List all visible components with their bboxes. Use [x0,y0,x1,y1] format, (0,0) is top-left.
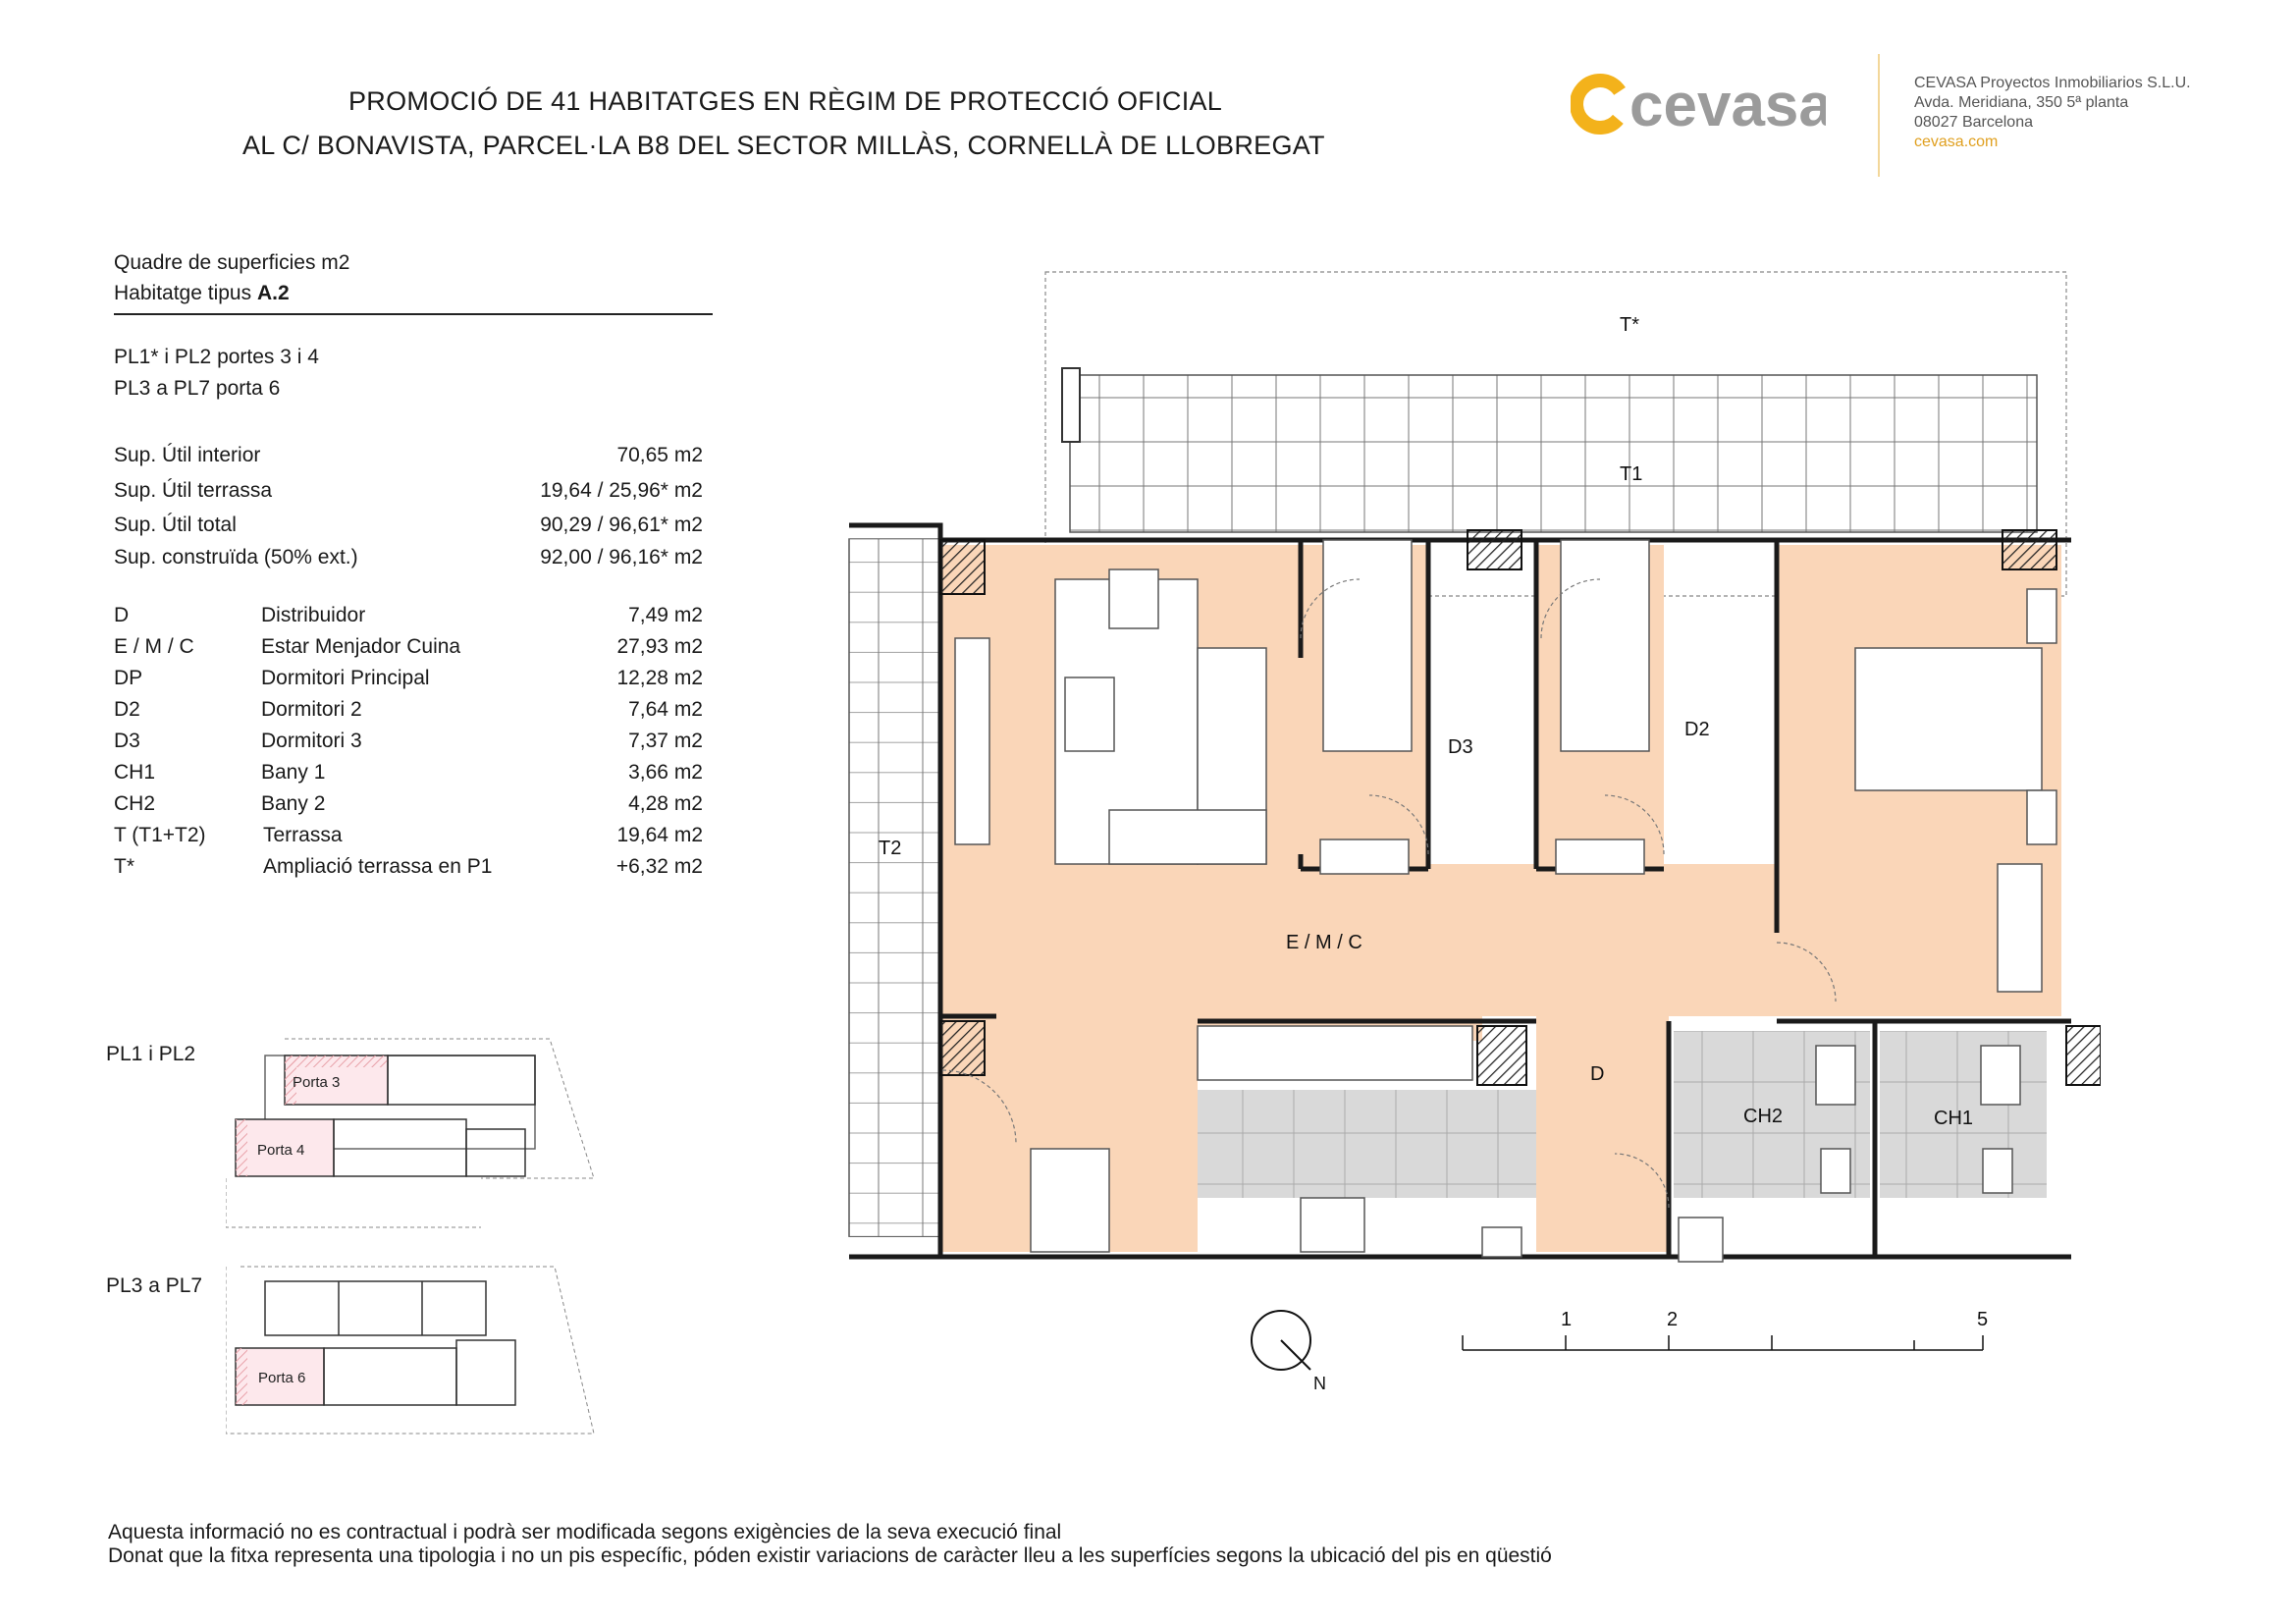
room-code: CH2 [114,792,156,815]
room-name: Dormitori 2 [261,698,362,721]
summary-type [114,282,290,305]
label-d: D [1590,1063,1605,1085]
area-label: Sup. Útil total [114,514,237,536]
key-plan-porta-6-label: Porta 6 [258,1370,306,1386]
room-row [114,667,703,696]
room-name: Terrassa [263,824,343,846]
scale-label-5: 5 [1977,1309,1989,1330]
key-plan-1-label: PL1 i PL2 [106,1043,196,1065]
room-row [114,792,703,822]
room-code: CH1 [114,761,156,784]
room-name: Ampliació terrassa en P1 [263,855,493,878]
room-value: 27,93 m2 [616,635,703,658]
room-name: Estar Menjador Cuina [261,635,461,658]
area-row [114,444,703,473]
room-value: 12,28 m2 [616,667,703,689]
key-plans-svg [226,1021,618,1453]
room-name: Dormitori Principal [261,667,430,689]
room-code: D3 [114,730,140,752]
terrace-t2 [849,539,942,1237]
room-row [114,761,703,790]
company-line-2: Avda. Meridiana, 350 5ª planta [1914,94,2129,111]
label-ch2: CH2 [1743,1106,1784,1127]
room-name: Distribuidor [261,604,366,626]
company-web[interactable]: cevasa.com [1914,134,1999,150]
area-label: Sup. Útil terrassa [114,479,273,502]
north-arrow [1252,1311,1326,1393]
summary-floors-2: PL3 a PL7 porta 6 [114,377,281,400]
room-name: Bany 2 [261,792,326,815]
area-row [114,546,703,575]
room-row [114,635,703,665]
label-emc: E / M / C [1286,932,1362,953]
room-code: DP [114,667,143,689]
summary-divider [114,313,713,315]
room-code: T* [114,855,134,878]
key-plan-2 [226,1267,594,1434]
room-value: 7,37 m2 [628,730,703,752]
logo-wordmark: cevasa [1629,72,1826,137]
summary-heading: Quadre de superficies m2 [114,251,350,274]
company-line-1: CEVASA Proyectos Inmobiliarios S.L.U. [1914,75,2191,91]
scale-bar [1463,1335,1983,1350]
footer-disclaimer-2: Donat que la fitxa representa una tipologia i no un pis específic, póden existir variacions de caràcter lleu a les superfícies segons la ubicació del pis en qüestió [108,1544,1552,1567]
area-value: 19,64 / 25,96* m2 [540,479,703,502]
room-value: +6,32 m2 [615,855,703,878]
area-row [114,514,703,543]
room-row [114,824,703,853]
summary-type-code: A.2 [256,282,290,304]
room-value: 7,49 m2 [628,604,703,626]
room-code: T (T1+T2) [114,824,206,846]
key-plan-2-label: PL3 a PL7 [106,1274,203,1297]
room-code: D [114,604,130,626]
header-divider [1878,54,1880,177]
room-code: E / M / C [114,635,194,658]
title-line-1: PROMOCIÓ DE 41 HABITATGES EN RÈGIM DE PROTECCIÓ OFICIAL [348,86,1223,116]
floor-plan [834,265,2101,1473]
room-code: D2 [114,698,140,721]
footer-disclaimer-1: Aquesta informació no es contractual i podrà ser modificada segons exigències de la seva execució final [108,1521,1062,1543]
room-name: Dormitori 3 [261,730,362,752]
summary-floors-1: PL1* i PL2 portes 3 i 4 [114,346,319,368]
label-d2: D2 [1684,719,1710,740]
room-row [114,855,703,885]
area-row [114,479,703,509]
room-value: 4,28 m2 [628,792,703,815]
north-label: N [1313,1374,1326,1393]
terrace-t1 [1070,375,2037,532]
company-line-3: 08027 Barcelona [1914,114,2033,131]
label-ch1: CH1 [1934,1108,1974,1129]
room-row [114,604,703,633]
area-value: 70,65 m2 [616,444,703,466]
key-plan-1 [226,1039,594,1227]
area-value: 90,29 / 96,61* m2 [540,514,703,536]
label-t2: T2 [879,838,902,859]
room-value: 19,64 m2 [616,824,703,846]
cevasa-logo [1571,69,1826,137]
scale-label-2: 2 [1667,1309,1679,1330]
room-name: Bany 1 [261,761,326,784]
distribuidor-fill [1536,1016,1669,1252]
area-label: Sup. construïda (50% ext.) [114,546,358,568]
kitchen-floor [1198,1090,1536,1198]
key-plan-porta-3-label: Porta 3 [293,1074,341,1091]
title-line-2: AL C/ BONAVISTA, PARCEL·LA B8 DEL SECTOR MILLÀS, CORNELLÀ DE LLOBREGAT [242,131,1325,160]
room-value: 3,66 m2 [628,761,703,784]
label-t-star: T* [1620,314,1639,336]
label-d3: D3 [1448,736,1473,758]
area-label: Sup. Útil interior [114,444,261,466]
key-plan-porta-4-label: Porta 4 [257,1142,305,1159]
room-value: 7,64 m2 [628,698,703,721]
room-row [114,730,703,759]
summary-type-prefix: Habitatge tipus [114,282,252,304]
area-value: 92,00 / 96,16* m2 [540,546,703,568]
label-t1: T1 [1620,463,1643,485]
room-row [114,698,703,728]
scale-label-1: 1 [1561,1309,1573,1330]
